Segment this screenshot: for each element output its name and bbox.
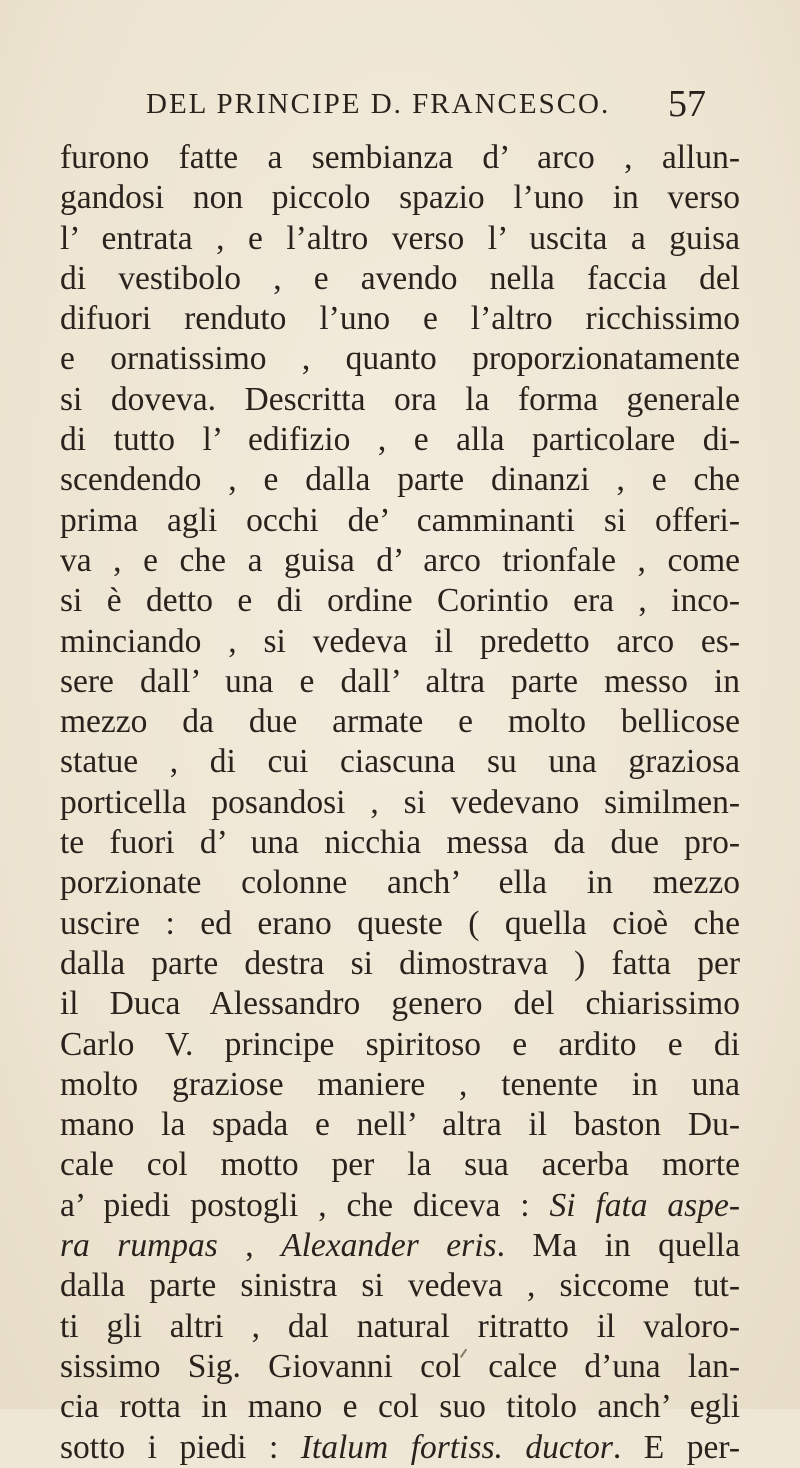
text-line: uscire : ed erano queste ( quella cioè che bbox=[60, 904, 740, 942]
text-line: l’ entrata , e l’altro verso l’ uscita a guisa bbox=[60, 219, 740, 257]
latin-motto: Italum fortiss. ductor bbox=[300, 1428, 613, 1466]
text-line: dalla parte sinistra si vedeva , siccome tut- bbox=[60, 1267, 740, 1305]
text-line-quote-end bbox=[60, 1226, 740, 1266]
text-line: molto graziose maniere , tenente in una bbox=[60, 1065, 740, 1103]
text-line: ti gli altri , dal natural ritratto il valoro- bbox=[60, 1307, 740, 1345]
text-line: mano la spada e nell’ altra il baston Du- bbox=[60, 1106, 740, 1144]
text-line: difuori renduto l’uno e l’altro ricchissimo bbox=[60, 300, 740, 338]
text-line: si è detto e di ordine Corintio era , inco- bbox=[60, 582, 740, 620]
body-text bbox=[60, 138, 740, 1468]
latin-motto: Alexander eris bbox=[281, 1227, 497, 1265]
line-text: a’ piedi postogli , che diceva : bbox=[60, 1186, 550, 1224]
text-line: furono fatte a sembianza d’ arco , allun- bbox=[60, 139, 740, 176]
running-title: DEL PRINCIPE D. FRANCESCO. bbox=[146, 88, 611, 120]
text-line: porticella posandosi , si vedevano similmen- bbox=[60, 783, 740, 821]
text-line: scendendo , e dalla parte dinanzi , e che bbox=[60, 461, 740, 499]
running-head bbox=[146, 83, 706, 128]
text-line: porzionate colonne anch’ ella in mezzo bbox=[60, 864, 740, 902]
text-line-final bbox=[60, 1428, 740, 1468]
text-line: gandosi non piccolo spazio l’uno in verso bbox=[60, 179, 740, 217]
line-text: , bbox=[217, 1227, 282, 1265]
text-line: cia rotta in mano e col suo titolo anch’ egli bbox=[60, 1388, 740, 1426]
text-line: minciando , si vedeva il predetto arco es- bbox=[60, 622, 740, 660]
line-text: sotto i piedi : bbox=[60, 1428, 301, 1466]
text-line: te fuori d’ una nicchia messa da due pro- bbox=[60, 824, 740, 862]
text-line: si doveva. Descritta ora la forma generale bbox=[60, 380, 740, 418]
text-line: statue , di cui ciascuna su una graziosa bbox=[60, 743, 740, 781]
text-line: sere dall’ una e dall’ altra parte messo in bbox=[60, 662, 740, 700]
text-line: Carlo V. principe spiritoso e ardito e di bbox=[60, 1025, 740, 1063]
text-line: mezzo da due armate e molto bellicose bbox=[60, 703, 740, 741]
text-line: prima agli occhi de’ camminanti si offeri- bbox=[60, 501, 740, 539]
latin-motto: Si fata aspe- bbox=[549, 1186, 740, 1224]
text-line: di vestibolo , e avendo nella faccia del bbox=[60, 259, 740, 297]
text-line: di tutto l’ edifizio , e alla particolare di- bbox=[60, 421, 740, 459]
text-line: va , e che a guisa d’ arco trionfale , come bbox=[60, 541, 740, 579]
latin-motto: ra rumpas bbox=[60, 1227, 218, 1265]
text-line: sissimo Sig. Giovanni col calce d’una lan- bbox=[60, 1347, 740, 1385]
page-number: 57 bbox=[668, 83, 706, 125]
text-line: il Duca Alessandro genero del chiarissimo bbox=[60, 985, 740, 1023]
text-line: dalla parte destra si dimostrava ) fatta per bbox=[60, 944, 740, 982]
text-line: e ornatissimo , quanto proporzionatamente bbox=[60, 340, 740, 378]
text-line-quote-start bbox=[60, 1186, 740, 1226]
line-text: . E per- bbox=[612, 1428, 741, 1466]
text-line: cale col motto per la sua acerba morte bbox=[60, 1146, 740, 1184]
line-text: . Ma in quella bbox=[496, 1227, 740, 1265]
